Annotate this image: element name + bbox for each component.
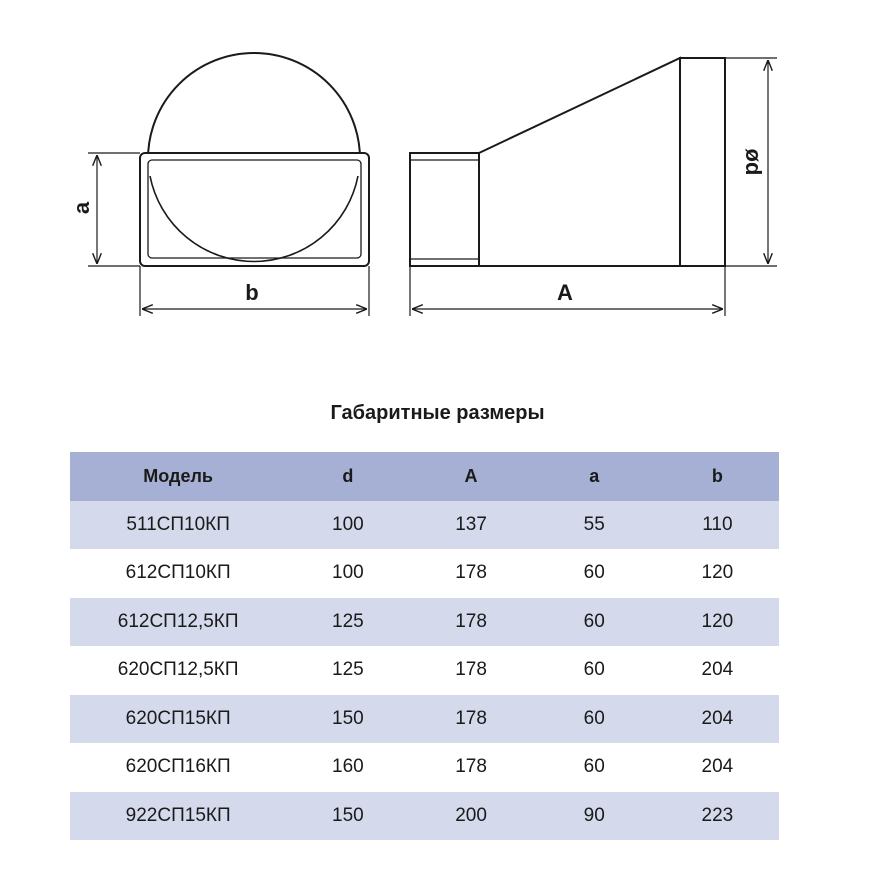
table-title: Габаритные размеры (330, 402, 545, 424)
header-A: A (409, 452, 532, 501)
cell-b: 223 (656, 792, 779, 841)
cell-d: 100 (286, 549, 409, 598)
cell-d: 150 (286, 695, 409, 744)
cell-model: 511СП10КП (70, 501, 286, 550)
cell-d: 160 (286, 743, 409, 792)
cell-a: 60 (533, 549, 656, 598)
table-row (70, 695, 779, 744)
header-b: b (656, 452, 779, 501)
cell-b: 120 (656, 598, 779, 647)
cell-b: 204 (656, 646, 779, 695)
label-a: a (68, 201, 94, 215)
side-view (410, 58, 725, 266)
table-row (70, 792, 779, 841)
cell-model: 620СП12,5КП (70, 646, 286, 695)
table-row (70, 598, 779, 647)
cell-A: 178 (409, 646, 532, 695)
table-row (70, 646, 779, 695)
cell-a: 60 (533, 598, 656, 647)
cell-A: 178 (409, 598, 532, 647)
label-b: b (245, 280, 259, 305)
technical-drawing (0, 0, 875, 340)
cell-model: 612СП10КП (70, 549, 286, 598)
cell-model: 922СП15КП (70, 792, 286, 841)
cell-b: 204 (656, 695, 779, 744)
cell-d: 125 (286, 646, 409, 695)
cell-b: 204 (656, 743, 779, 792)
cell-a: 55 (533, 501, 656, 550)
side-rect-section (410, 153, 479, 266)
dimensions-table (70, 452, 779, 840)
cell-a: 60 (533, 646, 656, 695)
side-transition (479, 58, 680, 266)
cell-a: 90 (533, 792, 656, 841)
side-round-section (680, 58, 725, 266)
table-row (70, 549, 779, 598)
label-A: A (557, 280, 573, 305)
cell-model: 620СП16КП (70, 743, 286, 792)
header-model: Модель (70, 452, 286, 501)
cell-model: 620СП15КП (70, 695, 286, 744)
table-row (70, 743, 779, 792)
dimension-a (88, 153, 140, 266)
cell-A: 178 (409, 695, 532, 744)
cell-A: 178 (409, 743, 532, 792)
front-view (140, 53, 369, 266)
cell-b: 110 (656, 501, 779, 550)
cell-A: 178 (409, 549, 532, 598)
cell-model: 612СП12,5КП (70, 598, 286, 647)
cell-d: 100 (286, 501, 409, 550)
rect-flange-outer (140, 153, 369, 266)
cell-A: 137 (409, 501, 532, 550)
drawing-svg (0, 0, 875, 340)
cell-a: 60 (533, 743, 656, 792)
cell-b: 120 (656, 549, 779, 598)
header-d: d (286, 452, 409, 501)
cell-A: 200 (409, 792, 532, 841)
table-header-row (70, 452, 779, 501)
label-d: ød (741, 148, 767, 176)
cell-d: 125 (286, 598, 409, 647)
table-row (70, 501, 779, 550)
header-a: a (533, 452, 656, 501)
cell-a: 60 (533, 695, 656, 744)
cell-d: 150 (286, 792, 409, 841)
